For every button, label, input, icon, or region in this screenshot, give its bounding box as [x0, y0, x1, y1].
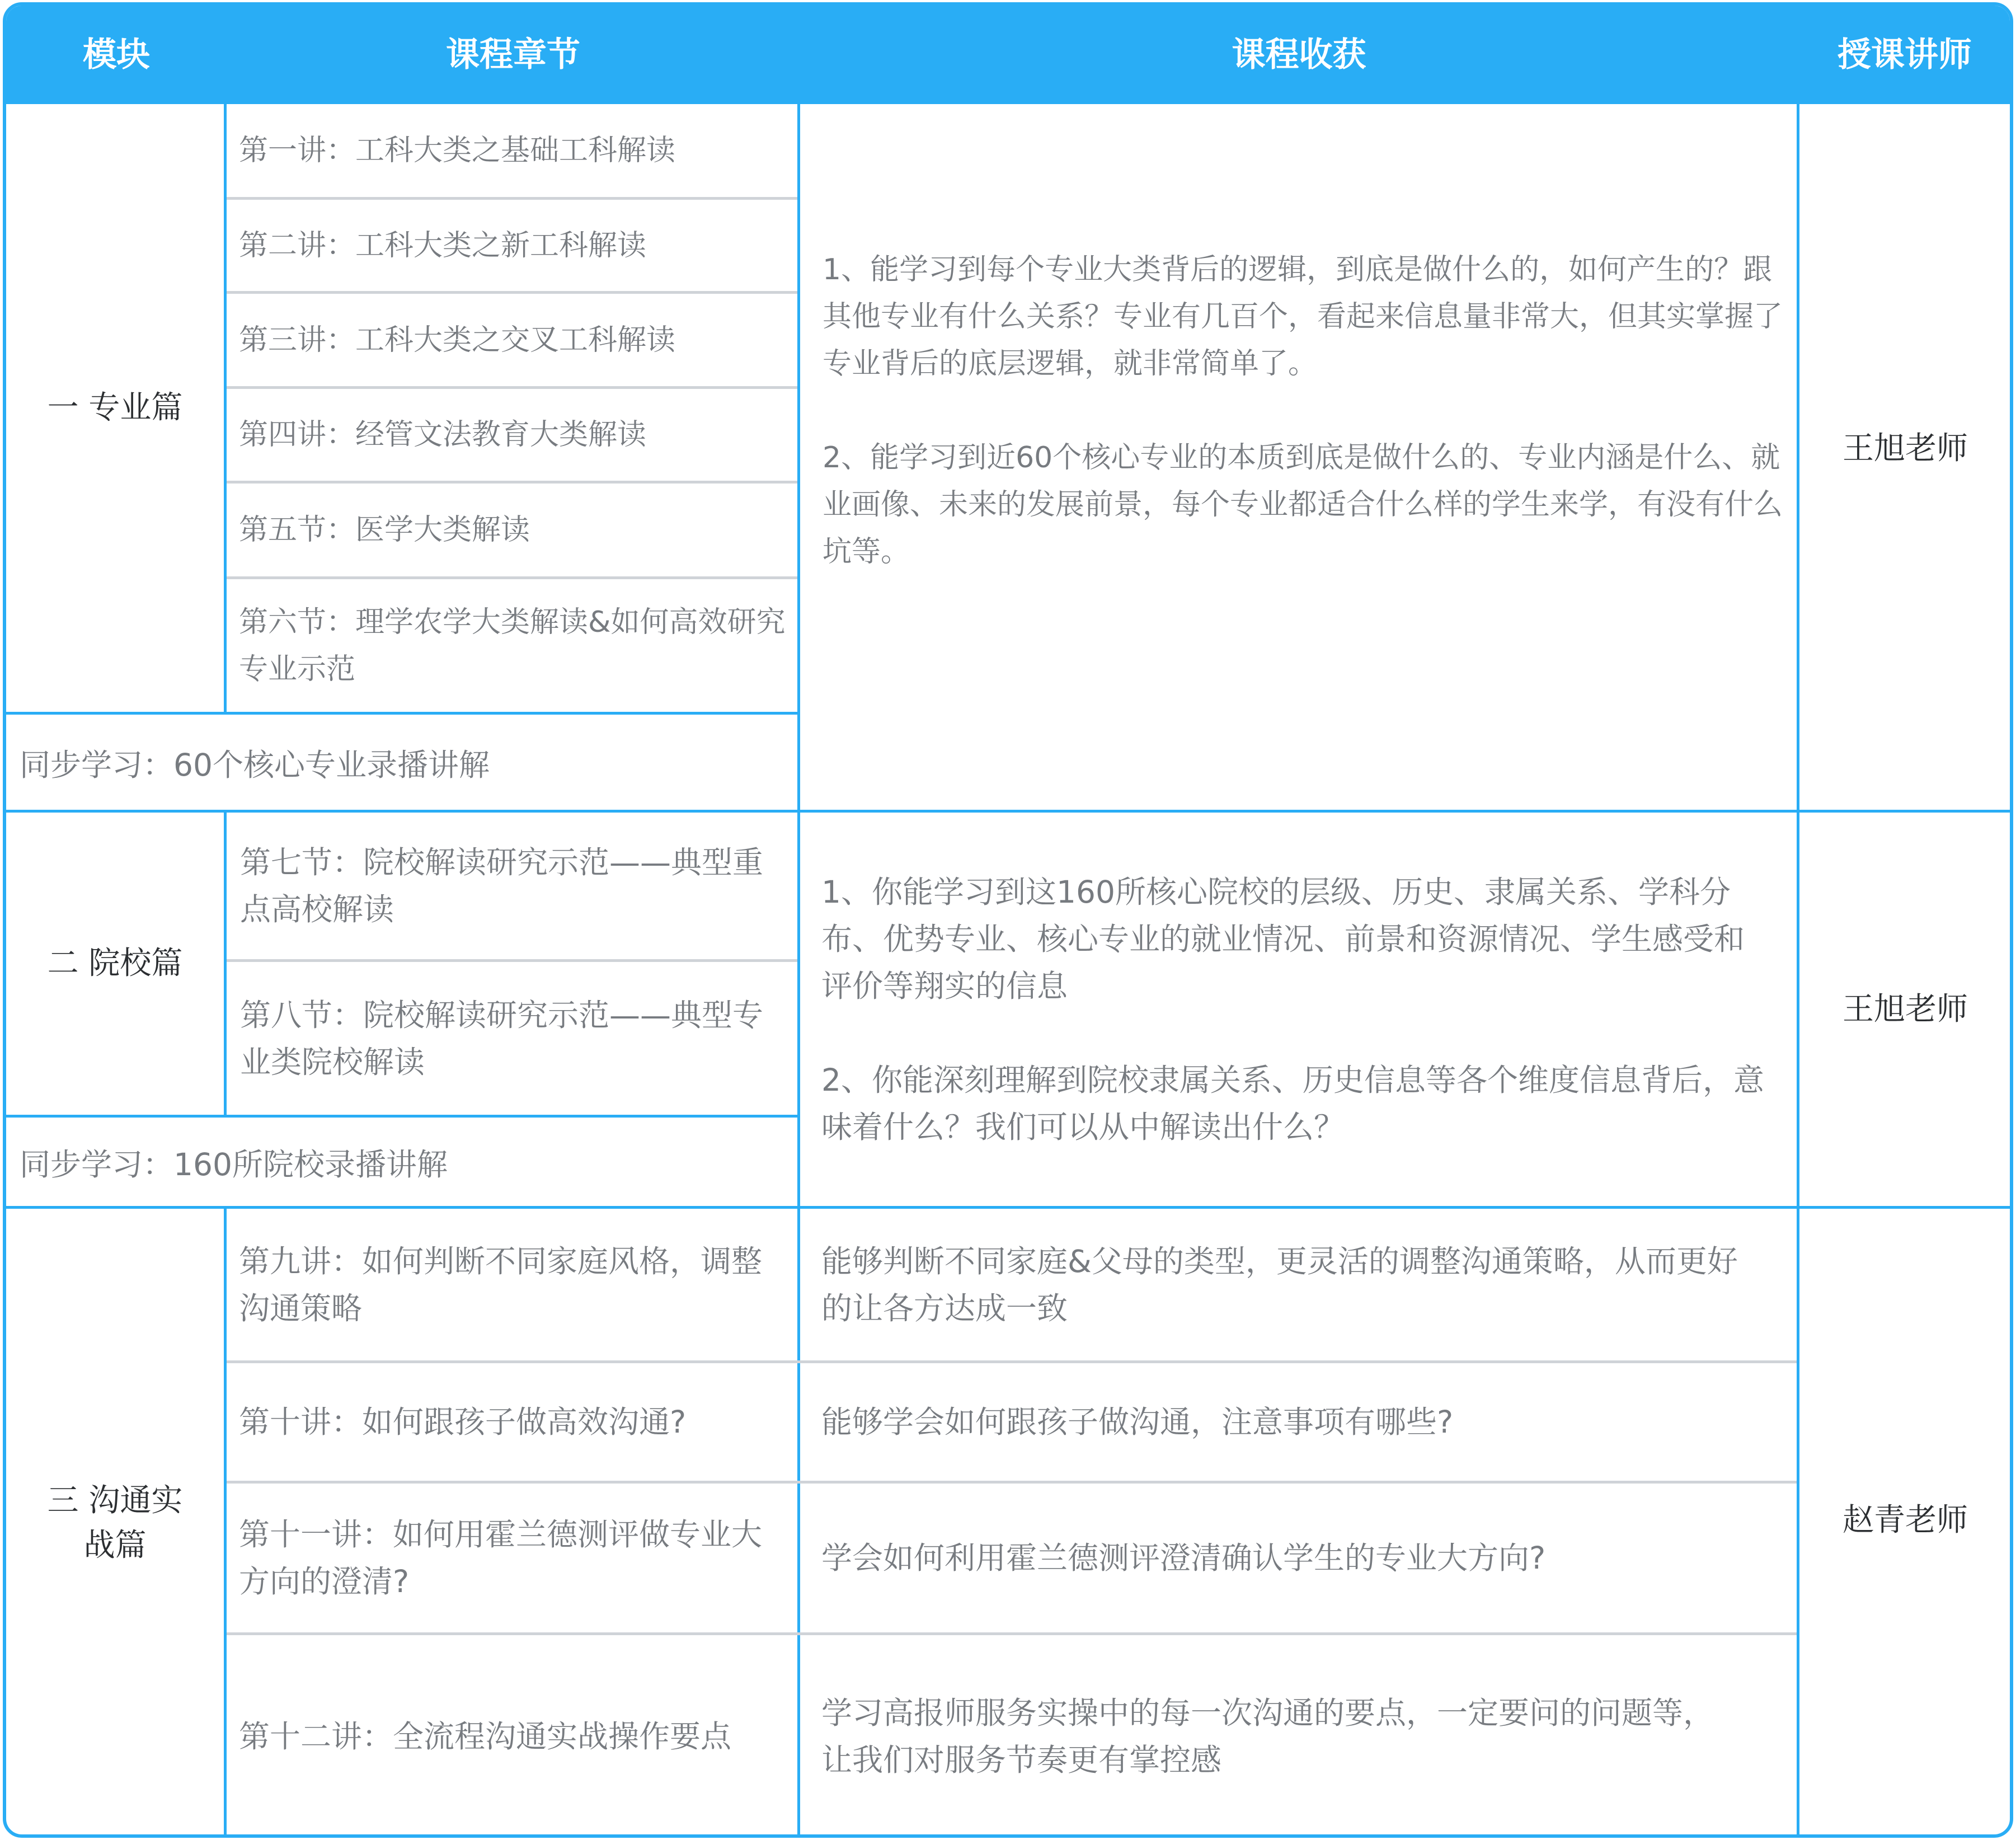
chapter-label: 第十讲：如何跟孩子做高效沟通? — [239, 1404, 687, 1440]
module-label: 一 专业篇 — [47, 389, 183, 426]
teacher-name: 赵青老师 — [1843, 1502, 1968, 1538]
gain-paragraph: 1、能学习到每个专业大类背后的逻辑，到底是做什么的，如何产生的？跟其他专业有什么关系？专业有几百个，看起来信息量非常大，但其实掌握了专业背后的底层逻辑，就非常简单了。 — [823, 253, 1783, 381]
chapter-cell — [227, 1484, 797, 1632]
header-module: 模块 — [83, 35, 150, 74]
chapter-label: 第五节：医学大类解读 — [239, 513, 530, 547]
gain-paragraph: 能够判断不同家庭&父母的类型，更灵活的调整沟通策略，从而更好的让各方达成一致 — [821, 1243, 1738, 1326]
teacher-name: 王旭老师 — [1843, 430, 1968, 467]
gains-cell-2 — [800, 813, 1797, 1206]
module-label: 战篇 — [83, 1527, 147, 1564]
chapter-cell — [227, 1635, 797, 1838]
gain-paragraph: 学会如何利用霍兰德测评澄清确认学生的专业大方向? — [821, 1540, 1546, 1576]
gain-cell — [800, 1635, 1797, 1838]
sync-cell-2 — [6, 1118, 797, 1206]
chapter-cell — [227, 962, 797, 1115]
gain-paragraph: 学习高报师服务实操中的每一次沟通的要点，一定要问的问题等，让我们对服务节奏更有掌控感 — [821, 1695, 1714, 1778]
module-label: 二 院校篇 — [47, 945, 183, 982]
teacher-cell-1 — [1799, 104, 2011, 810]
gain-cell — [800, 1484, 1797, 1632]
chapter-cell — [227, 579, 797, 712]
gains-cell-1 — [800, 104, 1797, 810]
module-label: 三 沟通实 — [47, 1482, 183, 1519]
sync-label: 同步学习：60个核心专业录播讲解 — [20, 747, 490, 783]
chapter-label: 第一讲：工科大类之基础工科解读 — [239, 134, 676, 167]
chapter-cell — [227, 1363, 797, 1481]
gain-paragraph: 2、你能深刻理解到院校隶属关系、历史信息等各个维度信息背后，意味着什么？我们可以从中解读出什么？ — [821, 1062, 1764, 1145]
chapter-label: 第九讲：如何判断不同家庭风格，调整沟通策略 — [239, 1243, 763, 1326]
chapter-label: 第三讲：工科大类之交叉工科解读 — [239, 323, 676, 357]
sync-cell-1 — [6, 715, 797, 810]
gain-paragraph: 能够学会如何跟孩子做沟通，注意事项有哪些? — [821, 1404, 1454, 1440]
header-gains: 课程收获 — [1232, 35, 1366, 74]
chapter-cell — [227, 294, 797, 386]
chapter-label: 第十一讲：如何用霍兰德测评做专业大方向的澄清? — [239, 1517, 763, 1599]
gain-cell — [800, 1363, 1797, 1481]
teacher-name: 王旭老师 — [1843, 991, 1968, 1027]
module-cell-2 — [6, 813, 224, 1115]
chapter-cell — [227, 389, 797, 481]
chapter-label: 第十二讲：全流程沟通实战操作要点 — [239, 1719, 732, 1754]
chapter-label: 第八节：院校解读研究示范——典型专业类院校解读 — [240, 997, 764, 1080]
chapter-cell — [227, 1209, 797, 1360]
chapter-cell — [227, 484, 797, 576]
chapter-cell — [227, 813, 797, 959]
teacher-cell-2 — [1799, 813, 2011, 1206]
sync-label: 同步学习：160所院校录播讲解 — [20, 1146, 448, 1182]
chapter-label: 第四讲：经管文法教育大类解读 — [239, 418, 647, 452]
teacher-cell-3 — [1799, 1209, 2011, 1838]
module-cell-3 — [6, 1209, 224, 1838]
chapter-label: 第七节：院校解读研究示范——典型重点高校解读 — [240, 844, 764, 927]
chapter-label: 第二讲：工科大类之新工科解读 — [239, 228, 647, 262]
gain-paragraph: 1、你能学习到这160所核心院校的层级、历史、隶属关系、学科分布、优势专业、核心专业的就业情况、前景和资源情况、学生感受和评价等翔实的信息 — [821, 874, 1745, 1004]
header-teacher: 授课讲师 — [1838, 35, 1972, 74]
chapter-cell — [227, 104, 797, 197]
chapter-cell — [227, 200, 797, 291]
chapter-label: 第六节：理学农学大类解读&如何高效研究专业示范 — [239, 605, 786, 686]
course-table — [3, 2, 2013, 1838]
header-chapters: 课程章节 — [446, 35, 580, 74]
gain-paragraph: 2、能学习到近60个核心专业的本质到底是做什么的、专业内涵是什么、就业画像、未来的发展前景，每个专业都适合什么样的学生来学，有没有什么坑等。 — [823, 441, 1783, 569]
module-cell-1 — [6, 104, 224, 712]
gain-cell — [800, 1209, 1797, 1360]
